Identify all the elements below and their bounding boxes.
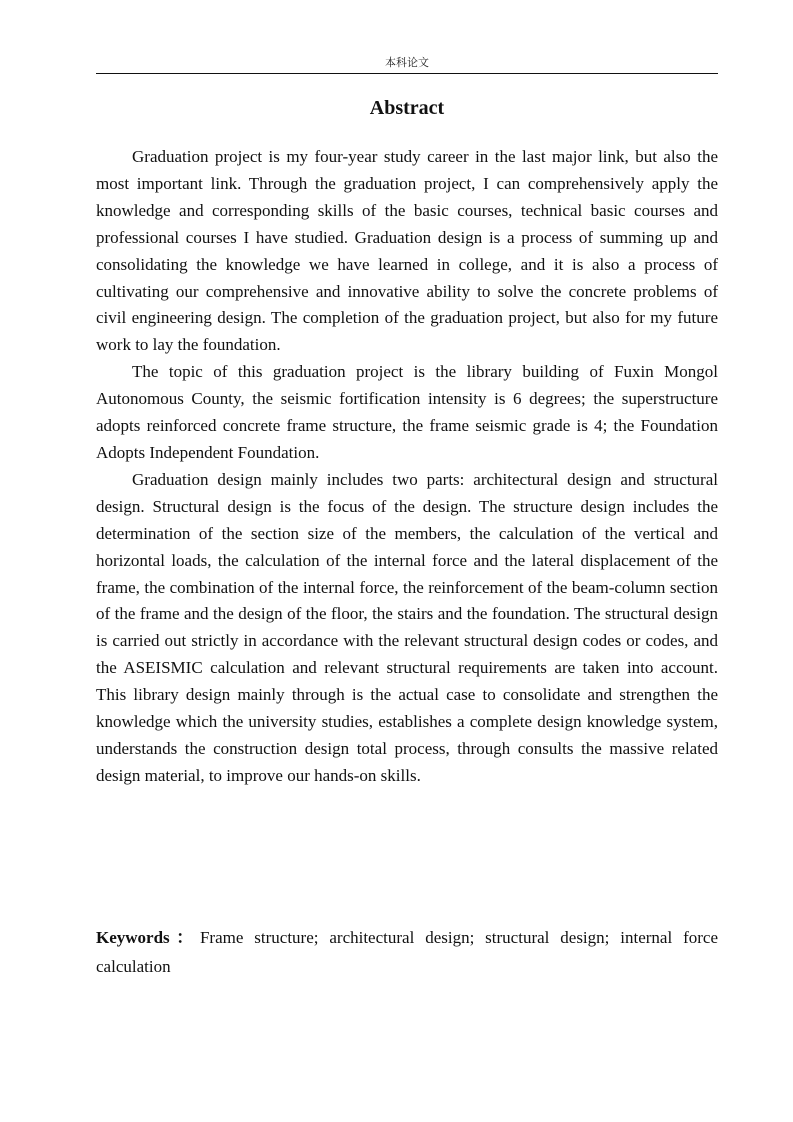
abstract-paragraph: Graduation project is my four-year study career in the last major link, but also the most important link. Through the graduation project, I can comprehensively apply the knowledge and corresponding skills of the basic courses, technical basic courses and professional courses I have studied. Graduation design is a process of summing up and consolidating the knowledge we have learned in college, and it is also a process of cultivating our comprehensive and innovative ability to solve the concrete problems of civil engineering design. The completion of the graduation project, but also for my future work to lay the foundation. [96, 147, 718, 355]
keywords-text: Frame structure; architectural design; structural design; internal force calculation [96, 928, 718, 976]
keywords-label: Keywords： [96, 928, 200, 947]
keywords-line [96, 923, 718, 981]
header-divider [96, 73, 718, 74]
abstract-paragraph: The topic of this graduation project is the library building of Fuxin Mongol Autonomous County, the seismic fortification intensity is 6 degrees; the superstructure adopts reinforced concrete frame structure, the frame seismic grade is 4; the Foundation Adopts Independent Foundation. [96, 362, 718, 462]
abstract-title: Abstract [369, 97, 445, 119]
abstract-body [96, 144, 718, 790]
abstract-paragraph: Graduation design mainly includes two parts: architectural design and structural design. Structural design is the focus of the design. The structure design includes the determination of the section size of the members, the calculation of the vertical and horizontal loads, the calculation of the internal force and the lateral displacement of the frame, the combination of the internal force, the reinforcement of the beam-column section of the frame and the design of the floor, the stairs and the foundation. The structural design is carried out strictly in accordance with the relevant structural design codes or codes, and the ASEISMIC calculation and relevant structural requirements are taken into account. This library design mainly through is the actual case to consolidate and strengthen the knowledge which the university studies, establishes a complete design knowledge system, understands the construction design total process, through consults the massive related design material, to improve our hands-on skills. [96, 469, 718, 785]
running-header: 本科论文 [385, 56, 429, 69]
